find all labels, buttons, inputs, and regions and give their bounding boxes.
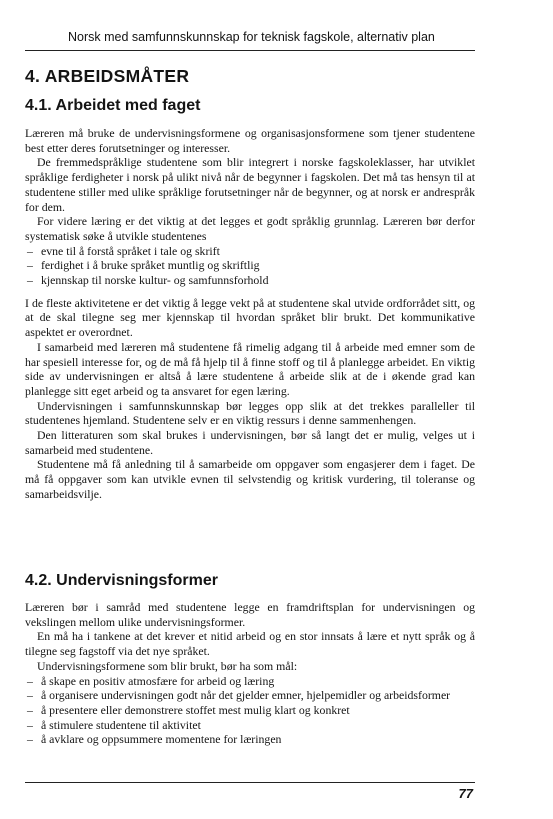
skills-list bbox=[25, 244, 475, 288]
paragraph: Undervisningsformene som blir brukt, bør ha som mål: bbox=[37, 658, 298, 673]
list-item: – å skape en positiv atmosfære for arbeid og læring bbox=[25, 674, 475, 689]
footer-divider bbox=[25, 782, 475, 783]
section-title-4-1: 4.1. Arbeidet med faget bbox=[25, 97, 201, 114]
chapter-title: 4. ARBEIDSMÅTER bbox=[25, 66, 190, 86]
goals-list bbox=[25, 674, 475, 748]
paragraph: Læreren må bruke de undervisningsformene og organisasjonsformene som tjener studentene best etter deres forutsetninger og interesser. bbox=[25, 126, 475, 155]
running-header: Norsk med samfunnskunnskap for teknisk fagskole, alternativ plan bbox=[68, 30, 435, 44]
section-title-4-2: 4.2. Undervisningsformer bbox=[25, 572, 218, 589]
list-item: – å presentere eller demonstrere stoffet mest mulig klart og konkret bbox=[25, 703, 475, 718]
list-item: – kjennskap til norske kultur- og samfunnsforhold bbox=[25, 273, 475, 288]
section-4-2-body bbox=[25, 600, 475, 747]
list-item: – evne til å forstå språket i tale og skrift bbox=[25, 244, 475, 259]
section-4-1-body bbox=[25, 126, 475, 502]
paragraph: De fremmedspråklige studentene som blir integrert i norske fagskoleklasser, har utviklet språklige ferdigheter i norsk på ulikt nivå når de begynner i fagskolen. Det må tas hensyn til at studentene stiller med ulike språklige forutsetninger når de begynner, og at norsk er andrespråk for dem. bbox=[25, 155, 475, 214]
page-number: 77 bbox=[458, 786, 473, 801]
list-item: – å avklare og oppsummere momentene for læringen bbox=[25, 732, 475, 747]
paragraph: Undervisningen i samfunnskunnskap bør legges opp slik at det trekkes paralleller til studentenes hjemland. Studentene selv er en viktig ressurs i denne sammenhengen. bbox=[25, 398, 475, 428]
paragraph: Den litteraturen som skal brukes i undervisningen, bør så langt det er mulig, velges ut i samarbeid med studentene. bbox=[25, 428, 475, 457]
header-divider bbox=[25, 50, 475, 51]
paragraph: En må ha i tankene at det krever et nitid arbeid og en stor innsats å lære et nytt språk og å tilegne seg fagstoff via det nye språket. bbox=[25, 629, 475, 659]
paragraph: Læreren bør i samråd med studentene legge en framdriftsplan for undervisningen og vekslingen mellom ulike undervisningsformer. bbox=[25, 600, 475, 629]
paragraph: Studentene må få anledning til å samarbeide om oppgaver som engasjerer dem i faget. De må få oppgaver som kan utvikle evnen til selvstendig og kritisk vurdering, til toleranse og samarbeidsvilje. bbox=[25, 457, 475, 501]
paragraph: I samarbeid med læreren må studentene få rimelig adgang til å arbeide med emner som de har spesiell interesse for, og de må få hjelp til å finne stoff og til å planlegge arbeidet. En viktig side av undervisningen er altså å lære studentene å arbeide slik at de i økende grad kan planlegge sitt eget arbeid og ta ansvaret for egen læring. bbox=[25, 339, 475, 398]
paragraph: I de fleste aktivitetene er det viktig å legge vekt på at studentene skal utvide ordforrådet sitt, og at de skal tilegne seg mer kjennskap til hvordan språket blir brukt. Det kommunikative aspektet er overordnet. bbox=[25, 295, 475, 340]
list-item: – å stimulere studentene til aktivitet bbox=[25, 718, 475, 733]
list-item: – ferdighet i å bruke språket muntlig og skriftlig bbox=[25, 258, 475, 273]
list-item: – å organisere undervisningen godt når det gjelder emner, hjelpemidler og arbeidsformer bbox=[25, 688, 475, 703]
paragraph: For videre læring er det viktig at det legges et godt språklig grunnlag. Læreren bør derfor systematisk søke å utvikle studentenes bbox=[25, 214, 475, 243]
